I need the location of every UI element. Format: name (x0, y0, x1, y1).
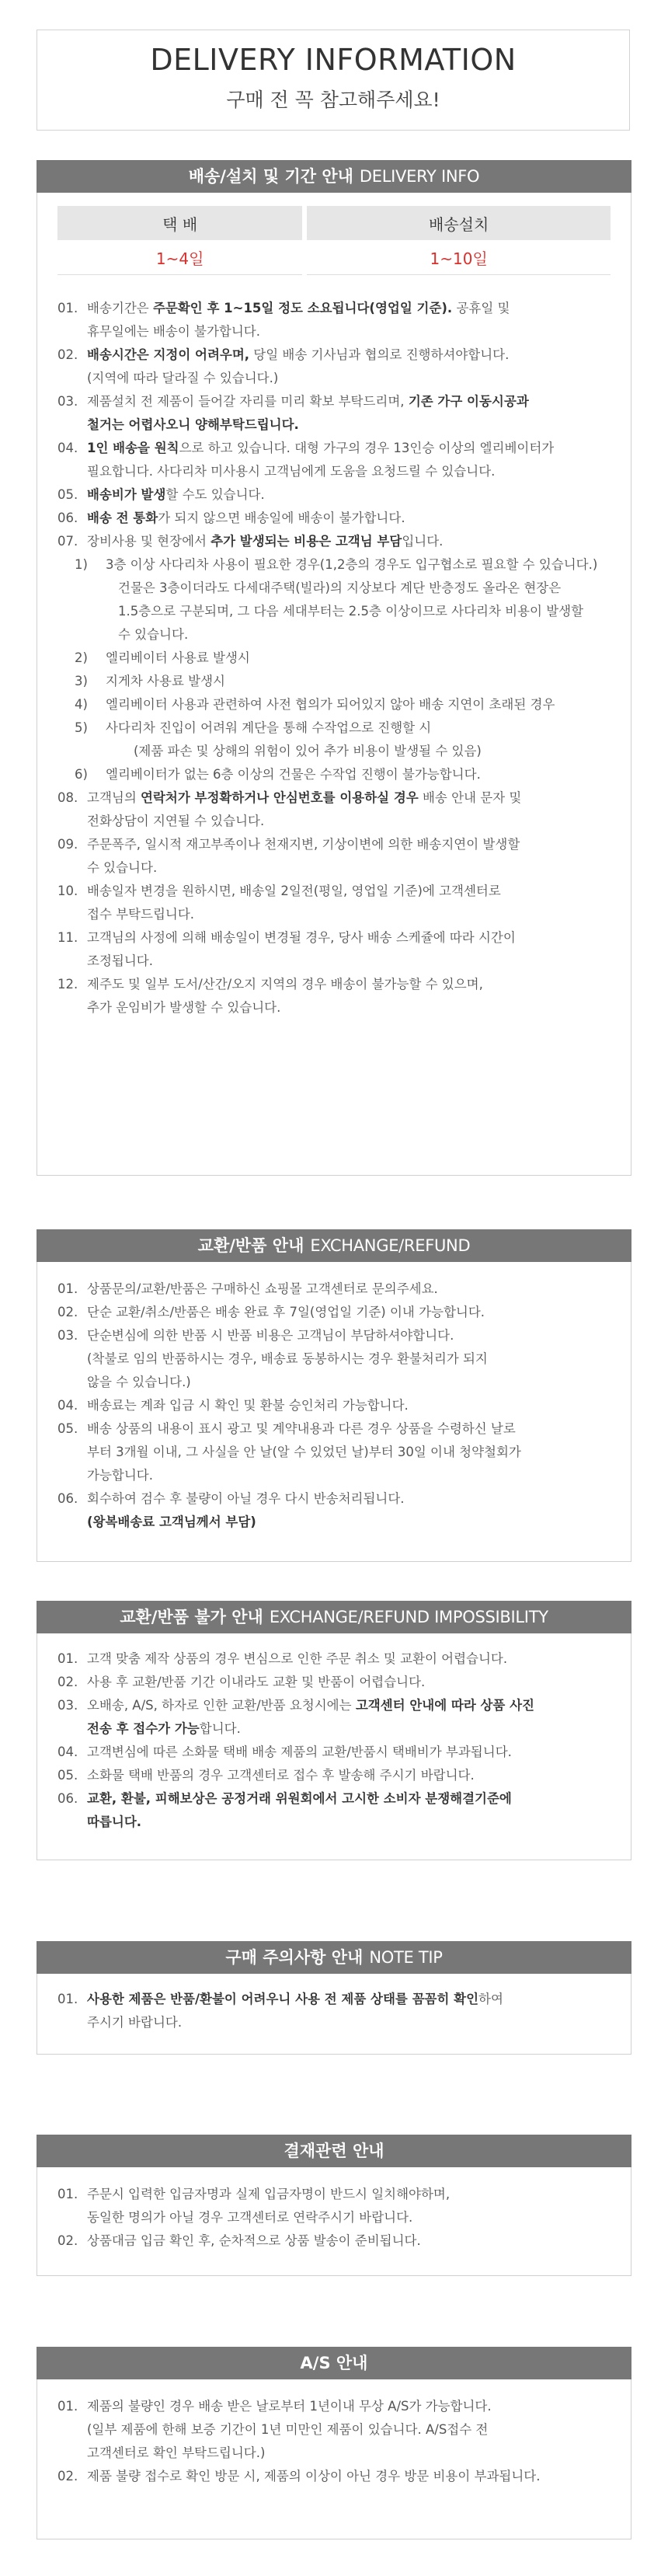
list-item (57, 1511, 611, 1534)
item-text: 사용한 제품은 반품/환불이 어려우니 사용 전 제품 상태를 꼼꼼히 확인하여 (87, 1992, 503, 2006)
list-item (57, 437, 611, 460)
item-sub-number: 1) (75, 557, 88, 572)
list-item (57, 1671, 611, 1694)
list-item (57, 1301, 611, 1324)
item-number: 05. (57, 487, 78, 502)
item-text: 휴무일에는 배송이 불가합니다. (87, 324, 260, 339)
list-item (57, 810, 611, 833)
list-item (57, 507, 611, 530)
item-number: 04. (57, 441, 78, 455)
item-sub-number: 2) (75, 650, 88, 665)
list-item (57, 716, 611, 740)
item-number: 03. (57, 1698, 78, 1713)
list-item (57, 1394, 611, 1417)
item-text: (지역에 따라 달라질 수 있습니다.) (87, 371, 279, 385)
item-number: 05. (57, 1768, 78, 1783)
item-number: 01. (57, 301, 78, 315)
item-text: 제품의 불량인 경우 배송 받은 날로부터 1년이내 무상 A/S가 가능합니다. (87, 2399, 492, 2414)
item-number: 05. (57, 1421, 78, 1436)
list-item (57, 367, 611, 390)
table-value-install: 1~10일 (304, 240, 611, 275)
note-header (37, 1941, 631, 1974)
item-number: 06. (57, 1791, 78, 1806)
list-item (57, 483, 611, 507)
list-item (57, 320, 611, 343)
list-item (57, 1764, 611, 1787)
list-item (57, 1347, 611, 1371)
item-text: 배송료는 계좌 입금 시 확인 및 환불 승인처리 가능합니다. (87, 1398, 409, 1413)
item-text: 배송 전 통화가 되지 않으면 배송일에 배송이 불가합니다. (87, 511, 405, 525)
item-number: 01. (57, 1651, 78, 1666)
item-text: 상품문의/교환/반품은 구매하신 쇼핑몰 고객센터로 문의주세요. (87, 1281, 438, 1296)
payment-body (37, 2167, 631, 2276)
list-item (57, 297, 611, 320)
page-title: DELIVERY INFORMATION (150, 43, 517, 77)
item-text: 1.5층으로 구분되며, 그 다음 세대부터는 2.5층 이상이므로 사다리차 비용이 발생할 (118, 604, 584, 619)
item-text: 엘리베이터 사용료 발생시 (106, 650, 250, 665)
item-text: (일부 제품에 한해 보증 기간이 1년 미만인 제품이 있습니다. A/S접수 전 (87, 2422, 489, 2437)
list-item (57, 2183, 611, 2206)
list-item (57, 670, 611, 693)
item-text: 제품설치 전 제품이 들어갈 자리를 미리 확보 부탁드리며, 기존 가구 이동시공과 (87, 394, 529, 409)
item-text: 배송 상품의 내용이 표시 광고 및 계약내용과 다른 경우 상품을 수령하신 날로 (87, 1421, 516, 1436)
item-text: 1인 배송을 원칙으로 하고 있습니다. 대형 가구의 경우 13인승 이상의 엘리베이터가 (87, 441, 555, 455)
item-text: 배송일자 변경을 원하시면, 배송일 2일전(평일, 영업일 기준)에 고객센터로 (87, 884, 501, 898)
item-number: 11. (57, 930, 78, 945)
item-number: 09. (57, 837, 78, 852)
item-text: 사용 후 교환/반품 기간 이내라도 교환 및 반품이 어렵습니다. (87, 1675, 426, 1689)
item-text: 동일한 명의가 아닐 경우 고객센터로 연락주시기 바랍니다. (87, 2210, 413, 2225)
list-item (57, 856, 611, 880)
payment-section (37, 2135, 631, 2276)
as-header (37, 2347, 631, 2379)
item-text: 엘리베이터가 없는 6층 이상의 건물은 수작업 진행이 불가능합니다. (106, 767, 481, 782)
item-text: 따릅니다. (87, 1814, 142, 1829)
note-header-en: NOTE TIP (369, 1948, 443, 1967)
item-text: 제품 불량 접수로 확인 방문 시, 제품의 이상이 아닌 경우 방문 비용이 부과됩니다. (87, 2469, 541, 2484)
list-item (57, 413, 611, 437)
list-item (57, 903, 611, 926)
item-text: 지게차 사용료 발생시 (106, 674, 225, 688)
delivery-header (37, 160, 631, 193)
item-sub-number: 6) (75, 767, 88, 782)
item-text: 전화상담이 지연될 수 있습니다. (87, 814, 265, 828)
list-item (57, 647, 611, 670)
exchange-header-en: EXCHANGE/REFUND (310, 1236, 471, 1255)
title-box (37, 30, 630, 131)
list-item (57, 343, 611, 367)
list-item (57, 1464, 611, 1487)
item-text: 고객님의 연락처가 부정확하거나 안심번호를 이용하실 경우 배송 안내 문자 및 (87, 790, 522, 805)
list-item (57, 693, 611, 716)
item-number: 07. (57, 534, 78, 549)
item-text: 고객센터로 확인 부탁드립니다.) (87, 2445, 266, 2460)
table-header-install: 배송설치 (304, 206, 611, 240)
list-item (57, 600, 611, 623)
item-number: 01. (57, 1281, 78, 1296)
item-number: 03. (57, 394, 78, 409)
impossible-header-ko: 교환/반품 불가 안내 (120, 1608, 263, 1626)
item-text: 주문폭주, 일시적 재고부족이나 천재지변, 기상이변에 의한 배송지연이 발생할 (87, 837, 520, 852)
item-number: 02. (57, 2233, 78, 2248)
item-number: 12. (57, 977, 78, 992)
item-text: 철거는 어렵사오니 양해부탁드립니다. (87, 417, 299, 432)
note-body (37, 1974, 631, 2055)
item-text: 주시기 바랍니다. (87, 2015, 183, 2030)
note-header-ko: 구매 주의사항 안내 (225, 1948, 364, 1967)
table-value-parcel: 1~4일 (57, 240, 304, 275)
item-text: 수 있습니다. (87, 860, 158, 875)
list-item (57, 2395, 611, 2418)
page-subtitle: 구매 전 꼭 참고해주세요! (226, 89, 440, 111)
list-item (57, 2229, 611, 2253)
item-number: 06. (57, 511, 78, 525)
list-item (57, 1324, 611, 1347)
item-text: (제품 파손 및 상해의 위험이 있어 추가 비용이 발생될 수 있음) (134, 744, 482, 758)
item-text: 제주도 및 일부 도서/산간/오지 지역의 경우 배송이 불가능할 수 있으며, (87, 977, 483, 992)
note-section (37, 1941, 631, 2055)
item-number: 03. (57, 1328, 78, 1343)
item-number: 02. (57, 347, 78, 362)
delivery-list (57, 297, 611, 1020)
item-text: 접수 부탁드립니다. (87, 907, 195, 922)
item-text: (왕복배송료 고객님께서 부담) (87, 1515, 256, 1529)
item-text: 사다리차 진입이 어려워 계단을 통해 수작업으로 진행할 시 (106, 720, 432, 735)
exchange-body (37, 1262, 631, 1562)
list-item (57, 1371, 611, 1394)
item-number: 08. (57, 790, 78, 805)
shipping-period-table (57, 206, 611, 275)
payment-header (37, 2135, 631, 2167)
impossible-header (37, 1601, 631, 1633)
item-text: 교환, 환불, 피해보상은 공정거래 위원회에서 고시한 소비자 분쟁해결기준에 (87, 1791, 512, 1806)
list-item (57, 577, 611, 600)
as-section (37, 2347, 631, 2539)
item-text: 배송기간은 주문확인 후 1~15일 정도 소요됩니다(영업일 기준). 공휴일 및 (87, 301, 510, 315)
item-number: 01. (57, 2399, 78, 2414)
list-item (57, 1811, 611, 1834)
item-text: 추가 운임비가 발생할 수 있습니다. (87, 1000, 281, 1015)
payment-list (57, 2183, 611, 2253)
list-item (57, 2418, 611, 2442)
item-text: 필요합니다. 사다리차 미사용시 고객님에게 도움을 요청드릴 수 있습니다. (87, 464, 496, 479)
item-text: 회수하여 검수 후 불량이 아닐 경우 다시 반송처리됩니다. (87, 1491, 405, 1506)
impossible-list (57, 1647, 611, 1834)
item-text: 수 있습니다. (118, 627, 189, 642)
list-item (57, 1278, 611, 1301)
delivery-section (37, 160, 631, 1176)
item-text: 고객변심에 따른 소화물 택배 배송 제품의 교환/반품시 택배비가 부과됩니다. (87, 1745, 512, 1759)
exchange-header-ko: 교환/반품 안내 (197, 1236, 304, 1255)
delivery-header-en: DELIVERY INFO (359, 167, 480, 186)
list-item (57, 833, 611, 856)
list-item (57, 880, 611, 903)
list-item (57, 2011, 611, 2034)
item-text: 단순변심에 의한 반품 시 반품 비용은 고객님이 부담하셔야합니다. (87, 1328, 454, 1343)
list-item (57, 1787, 611, 1811)
delivery-body (37, 193, 631, 1176)
list-item (57, 390, 611, 413)
item-text: 고객님의 사정에 의해 배송일이 변경될 경우, 당사 배송 스케쥴에 따라 시간이 (87, 930, 516, 945)
item-number: 01. (57, 2187, 78, 2201)
item-text: 배송비가 발생할 수도 있습니다. (87, 487, 265, 502)
impossible-section (37, 1601, 631, 1860)
item-text: 오배송, A/S, 하자로 인한 교환/반품 요청시에는 고객센터 안내에 따라 상품 사진 (87, 1698, 534, 1713)
item-text: 가능합니다. (87, 1468, 153, 1483)
list-item (57, 950, 611, 973)
impossible-body (37, 1633, 631, 1860)
item-number: 04. (57, 1745, 78, 1759)
item-text: 엘리베이터 사용과 관련하여 사전 협의가 되어있지 않아 배송 지연이 초래된 경우 (106, 697, 555, 712)
item-sub-number: 3) (75, 674, 88, 688)
list-item (57, 1487, 611, 1511)
list-item (57, 1694, 611, 1717)
list-item (57, 973, 611, 996)
item-number: 01. (57, 1992, 78, 2006)
table-header-parcel: 택 배 (57, 206, 304, 240)
list-item (57, 1441, 611, 1464)
list-item (57, 996, 611, 1020)
item-sub-number: 4) (75, 697, 88, 712)
list-item (57, 623, 611, 647)
item-text: 고객 맞춤 제작 상품의 경우 변심으로 인한 주문 취소 및 교환이 어렵습니다. (87, 1651, 508, 1666)
as-header-ko: A/S 안내 (300, 2354, 368, 2372)
list-item (57, 460, 611, 483)
item-text: 상품대금 입금 확인 후, 순차적으로 상품 발송이 준비됩니다. (87, 2233, 421, 2248)
list-item (57, 1417, 611, 1441)
item-text: 부터 3개월 이내, 그 사실을 안 날(알 수 있었던 날)부터 30일 이내 청약철회가 (87, 1445, 521, 1459)
item-number: 02. (57, 1675, 78, 1689)
item-number: 04. (57, 1398, 78, 1413)
list-item (57, 763, 611, 786)
exchange-header (37, 1229, 631, 1262)
as-body (37, 2379, 631, 2539)
item-sub-number: 5) (75, 720, 88, 735)
item-text: 소화물 택배 반품의 경우 고객센터로 접수 후 발송해 주시기 바랍니다. (87, 1768, 475, 1783)
list-item (57, 2465, 611, 2488)
item-number: 02. (57, 2469, 78, 2484)
exchange-list (57, 1278, 611, 1534)
item-text: 배송시간은 지정이 어려우며, 당일 배송 기사님과 협의로 진행하셔야합니다. (87, 347, 510, 362)
list-item (57, 2206, 611, 2229)
item-text: 건물은 3층이더라도 다세대주택(빌라)의 지상보다 계단 반층정도 올라온 현장은 (118, 580, 562, 595)
item-text: 주문시 입력한 입금자명과 실제 입금자명이 반드시 일치해야하며, (87, 2187, 451, 2201)
item-text: (착불로 임의 반품하시는 경우, 배송료 동봉하시는 경우 환불처리가 되지 (87, 1351, 488, 1366)
item-text: 않을 수 있습니다.) (87, 1375, 191, 1389)
as-list (57, 2395, 611, 2488)
list-item (57, 1988, 611, 2011)
list-item (57, 740, 611, 763)
payment-header-ko: 결재관련 안내 (284, 2142, 384, 2160)
list-item (57, 1741, 611, 1764)
item-number: 02. (57, 1305, 78, 1319)
item-text: 전송 후 접수가 가능합니다. (87, 1721, 241, 1736)
item-number: 10. (57, 884, 78, 898)
list-item (57, 1717, 611, 1741)
list-item (57, 530, 611, 553)
list-item (57, 2442, 611, 2465)
list-item (57, 1647, 611, 1671)
list-item (57, 553, 611, 577)
list-item (57, 926, 611, 950)
item-text: 단순 교환/취소/반품은 배송 완료 후 7일(영업일 기준) 이내 가능합니다. (87, 1305, 485, 1319)
item-text: 조정됩니다. (87, 953, 153, 968)
exchange-section (37, 1229, 631, 1562)
item-text: 3층 이상 사다리차 사용이 필요한 경우(1,2층의 경우도 입구협소로 필요할 수 있습니다.) (106, 557, 598, 572)
impossible-header-en: EXCHANGE/REFUND IMPOSSIBILITY (269, 1608, 548, 1626)
delivery-header-ko: 배송/설치 및 기간 안내 (188, 167, 353, 186)
list-item (57, 786, 611, 810)
note-list (57, 1988, 611, 2034)
item-number: 06. (57, 1491, 78, 1506)
item-text: 장비사용 및 현장에서 추가 발생되는 비용은 고객님 부담입니다. (87, 534, 444, 549)
